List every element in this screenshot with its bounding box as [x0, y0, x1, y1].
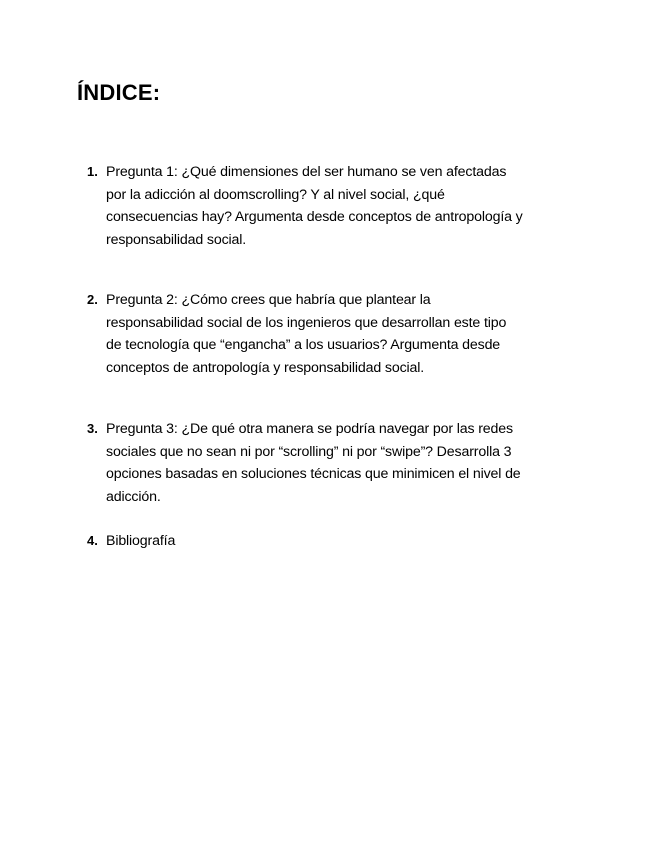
- toc-item-text: [106, 289, 586, 379]
- toc-item-line: sociales que no sean ni por “scrolling” ni por “swipe”? Desarrolla 3: [106, 443, 512, 460]
- toc-item-text: [106, 530, 586, 553]
- toc-item-number: 3.: [87, 421, 98, 436]
- toc-item-line: responsabilidad social.: [106, 231, 247, 248]
- toc-item-text: [106, 418, 586, 508]
- toc-item-line: conceptos de antropología y responsabilidad social.: [106, 359, 425, 376]
- toc-item-text: [106, 161, 586, 251]
- index-heading: ÍNDICE:: [77, 80, 161, 105]
- toc-item-line: Pregunta 2: ¿Cómo crees que habría que plantear la: [106, 292, 431, 308]
- toc-item-number: 2.: [87, 292, 98, 307]
- toc-item-line: adicción.: [106, 488, 161, 505]
- toc-item-number: 4.: [87, 533, 98, 548]
- toc-item-line: Pregunta 1: ¿Qué dimensiones del ser humano se ven afectadas: [106, 164, 507, 180]
- toc-item-line: de tecnología que “engancha” a los usuarios? Argumenta desde: [106, 337, 501, 353]
- toc-item-line: Pregunta 3: ¿De qué otra manera se podría navegar por las redes: [106, 421, 513, 437]
- toc-item-number: 1.: [87, 164, 98, 179]
- toc-item-line: por la adicción al doomscrolling? Y al nivel social, ¿qué: [106, 186, 445, 203]
- toc-item-line: consecuencias hay? Argumenta desde conceptos de antropología y: [106, 209, 523, 225]
- toc-item-line: opciones basadas en soluciones técnicas que minimicen el nivel de: [106, 466, 521, 482]
- toc-item-line: Bibliografía: [106, 533, 176, 549]
- toc-item-line: responsabilidad social de los ingenieros que desarrollan este tipo: [106, 314, 507, 331]
